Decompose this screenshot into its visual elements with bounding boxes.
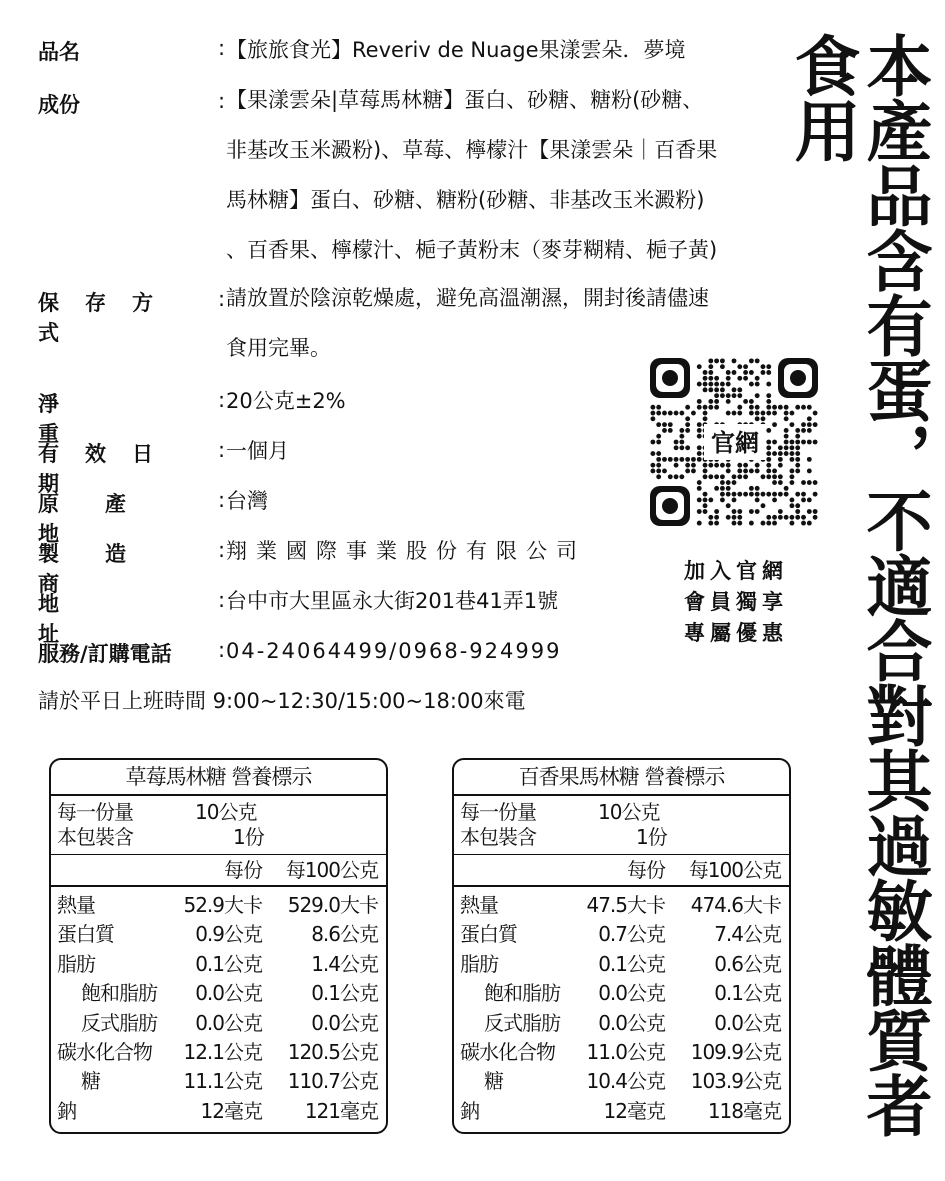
qr-caption-line: 會員獨享: [684, 590, 788, 614]
per-100g-value: 8.6公克: [311, 922, 378, 947]
nutrient-name: 鈉: [57, 1098, 76, 1123]
per-100g-value: 110.7公克: [287, 1069, 378, 1094]
storage-line: 請放置於陰涼乾燥處，避免高溫潮濕，開封後請儘速: [226, 286, 709, 310]
label-text: 淨重: [38, 392, 173, 446]
per-100g-value: 0.0公克: [311, 1010, 378, 1035]
per-serving-value: 12毫克: [603, 1098, 665, 1123]
nutrition-title: 百香果馬林糖 營養標示: [454, 760, 789, 796]
expiry-value: 一個月: [226, 439, 289, 463]
per-100g-value: 529.0大卡: [287, 893, 378, 917]
colon: :: [218, 438, 226, 462]
nutrition-row: [454, 920, 789, 949]
label-text: 成份: [38, 93, 80, 117]
product-name: 【旅旅食光】Reveriv de Nuage果漾雲朵．夢境: [226, 38, 686, 62]
nutrition-row: [51, 979, 386, 1008]
nutrient-name: 熱量: [460, 893, 498, 917]
per-100g-value: 0.6公克: [714, 951, 781, 976]
per-serving-value: 11.1公克: [183, 1069, 262, 1094]
net-weight: 20公克±2%: [226, 389, 346, 413]
per-100g-value: 103.9公克: [690, 1069, 781, 1094]
serving-value: 10公克: [598, 800, 660, 824]
ingredients-line: 馬林糖】蛋白、砂糖、糖粉(砂糖、非基改玉米澱粉): [226, 188, 705, 212]
nutrient-name: 反式脂肪: [81, 1010, 157, 1035]
per-serving-value: 0.7公克: [598, 922, 665, 947]
label-text: 製造商: [38, 542, 172, 596]
phone-value: 04-24064499/0968-924999: [226, 639, 562, 663]
per-100g-value: 7.4公克: [714, 922, 781, 947]
label-text: 保存方式: [38, 291, 179, 345]
per-serving-header: 每份: [224, 858, 262, 882]
label-storage: [38, 287, 226, 347]
per-serving-value: 0.0公克: [195, 1010, 262, 1035]
nutrition-row: [51, 1038, 386, 1067]
per-serving-value: 12.1公克: [183, 1039, 262, 1064]
per-serving-value: 12毫克: [200, 1098, 262, 1123]
nutrition-row: [454, 891, 789, 920]
per-serving-value: 0.0公克: [195, 981, 262, 1006]
origin-value: 台灣: [226, 489, 268, 513]
label-text: 有效日期: [38, 442, 179, 496]
per-100g-value: 121毫克: [304, 1098, 378, 1123]
serving-info: [454, 796, 789, 855]
nutrient-name: 熱量: [57, 893, 95, 917]
nutrient-name: 飽和脂肪: [81, 981, 157, 1006]
nutrient-name: 糖: [81, 1069, 100, 1094]
nutrition-row: [51, 1067, 386, 1096]
per-serving-value: 0.1公克: [598, 951, 665, 976]
nutrition-row: [51, 950, 386, 979]
pack-value: 1份: [233, 825, 264, 849]
nutrient-name: 蛋白質: [57, 922, 114, 947]
per-serving-value: 0.1公克: [195, 951, 262, 976]
label-ingredients: [38, 89, 226, 119]
pack-label: 本包裝含: [57, 825, 133, 849]
nutrition-row: [454, 979, 789, 1008]
address-value: 台中市大里區永大街201巷41弄1號: [226, 589, 559, 613]
per-100g-value: 0.0公克: [714, 1010, 781, 1035]
nutrition-row: [454, 1038, 789, 1067]
nutrition-row: [454, 1067, 789, 1096]
per-serving-value: 10.4公克: [586, 1069, 665, 1094]
nutrition-table-strawberry: [49, 758, 388, 1134]
serving-label: 每一份量: [57, 800, 133, 824]
ingredients-text: [226, 75, 816, 275]
per-100g-value: 474.6大卡: [690, 893, 781, 917]
per-100g-value: 118毫克: [707, 1098, 781, 1123]
per-serving-value: 0.0公克: [598, 1010, 665, 1035]
nutrition-table-passionfruit: [452, 758, 791, 1134]
ingredients-line: 非基改玉米澱粉)、草莓、檸檬汁【果漾雲朵｜百香果: [226, 138, 718, 162]
nutrient-name: 反式脂肪: [484, 1010, 560, 1035]
per-serving-value: 11.0公克: [586, 1039, 665, 1064]
label-name: [38, 36, 226, 66]
nutrient-name: 鈉: [460, 1098, 479, 1123]
column-header: [454, 855, 789, 887]
ingredients-line: 、百香果、檸檬汁、梔子黃粉末（麥芽糊精、梔子黃): [226, 238, 718, 262]
qr-caption-line: 專屬優惠: [684, 621, 788, 645]
storage-line: 食用完畢。: [226, 336, 331, 360]
per-100g-header: 每100公克: [285, 858, 378, 882]
nutrient-name: 飽和脂肪: [484, 981, 560, 1006]
label-text: 服務/訂購電話: [38, 642, 172, 666]
ingredients-line: 【果漾雲朵|草莓馬林糖】蛋白、砂糖、糖粉(砂糖、: [226, 88, 704, 112]
per-100g-value: 109.9公克: [690, 1039, 781, 1064]
nutrition-row: [51, 1009, 386, 1038]
per-100g-header: 每100公克: [688, 858, 781, 882]
label-text: 品名: [38, 40, 80, 64]
label-text: 地址: [38, 592, 173, 646]
qr-caption: [652, 556, 820, 649]
nutrient-name: 碳水化合物: [460, 1039, 555, 1064]
nutrition-row: [454, 1097, 789, 1126]
qr-caption-line: 加入官網: [684, 559, 788, 583]
qr-code[interactable]: [650, 358, 818, 526]
serving-info: [51, 796, 386, 855]
per-100g-value: 0.1公克: [311, 981, 378, 1006]
nutrition-rows: [454, 891, 789, 1126]
per-100g-value: 0.1公克: [714, 981, 781, 1006]
colon: :: [218, 538, 226, 562]
colon: :: [218, 388, 226, 412]
per-serving-value: 47.5大卡: [586, 893, 665, 917]
nutrition-rows: [51, 891, 386, 1126]
nutrition-row: [454, 1009, 789, 1038]
nutrition-row: [51, 1097, 386, 1126]
nutrient-name: 碳水化合物: [57, 1039, 152, 1064]
per-serving-value: 0.9公克: [195, 922, 262, 947]
nutrition-row: [454, 950, 789, 979]
pack-value: 1份: [636, 825, 667, 849]
serving-label: 每一份量: [460, 800, 536, 824]
serving-value: 10公克: [195, 800, 257, 824]
nutrition-title: 草莓馬林糖 營養標示: [51, 760, 386, 796]
per-serving-value: 0.0公克: [598, 981, 665, 1006]
nutrient-name: 脂肪: [57, 951, 95, 976]
call-hours-notice: 請於平日上班時間 9:00~12:30/15:00~18:00來電: [38, 689, 526, 713]
per-serving-value: 52.9大卡: [183, 893, 262, 917]
per-serving-header: 每份: [627, 858, 665, 882]
label-text: 原產地: [38, 492, 172, 546]
colon: :: [218, 488, 226, 512]
nutrition-row: [51, 920, 386, 949]
nutrient-name: 糖: [484, 1069, 503, 1094]
maker-value: 翔業國際事業股份有限公司: [226, 539, 586, 563]
allergen-warning: 本產品含有蛋，不適合對其過敏體質者食用: [783, 32, 932, 1137]
per-100g-value: 1.4公克: [311, 951, 378, 976]
colon: :: [218, 287, 226, 311]
nutrient-name: 脂肪: [460, 951, 498, 976]
per-100g-value: 120.5公克: [287, 1039, 378, 1064]
colon: :: [218, 36, 226, 60]
nutrient-name: 蛋白質: [460, 922, 517, 947]
colon: :: [218, 89, 226, 113]
qr-center-label: 官網: [711, 429, 759, 457]
colon: :: [218, 588, 226, 612]
colon: :: [218, 638, 226, 662]
pack-label: 本包裝含: [460, 825, 536, 849]
column-header: [51, 855, 386, 887]
nutrition-row: [51, 891, 386, 920]
label-phone: [38, 638, 226, 668]
